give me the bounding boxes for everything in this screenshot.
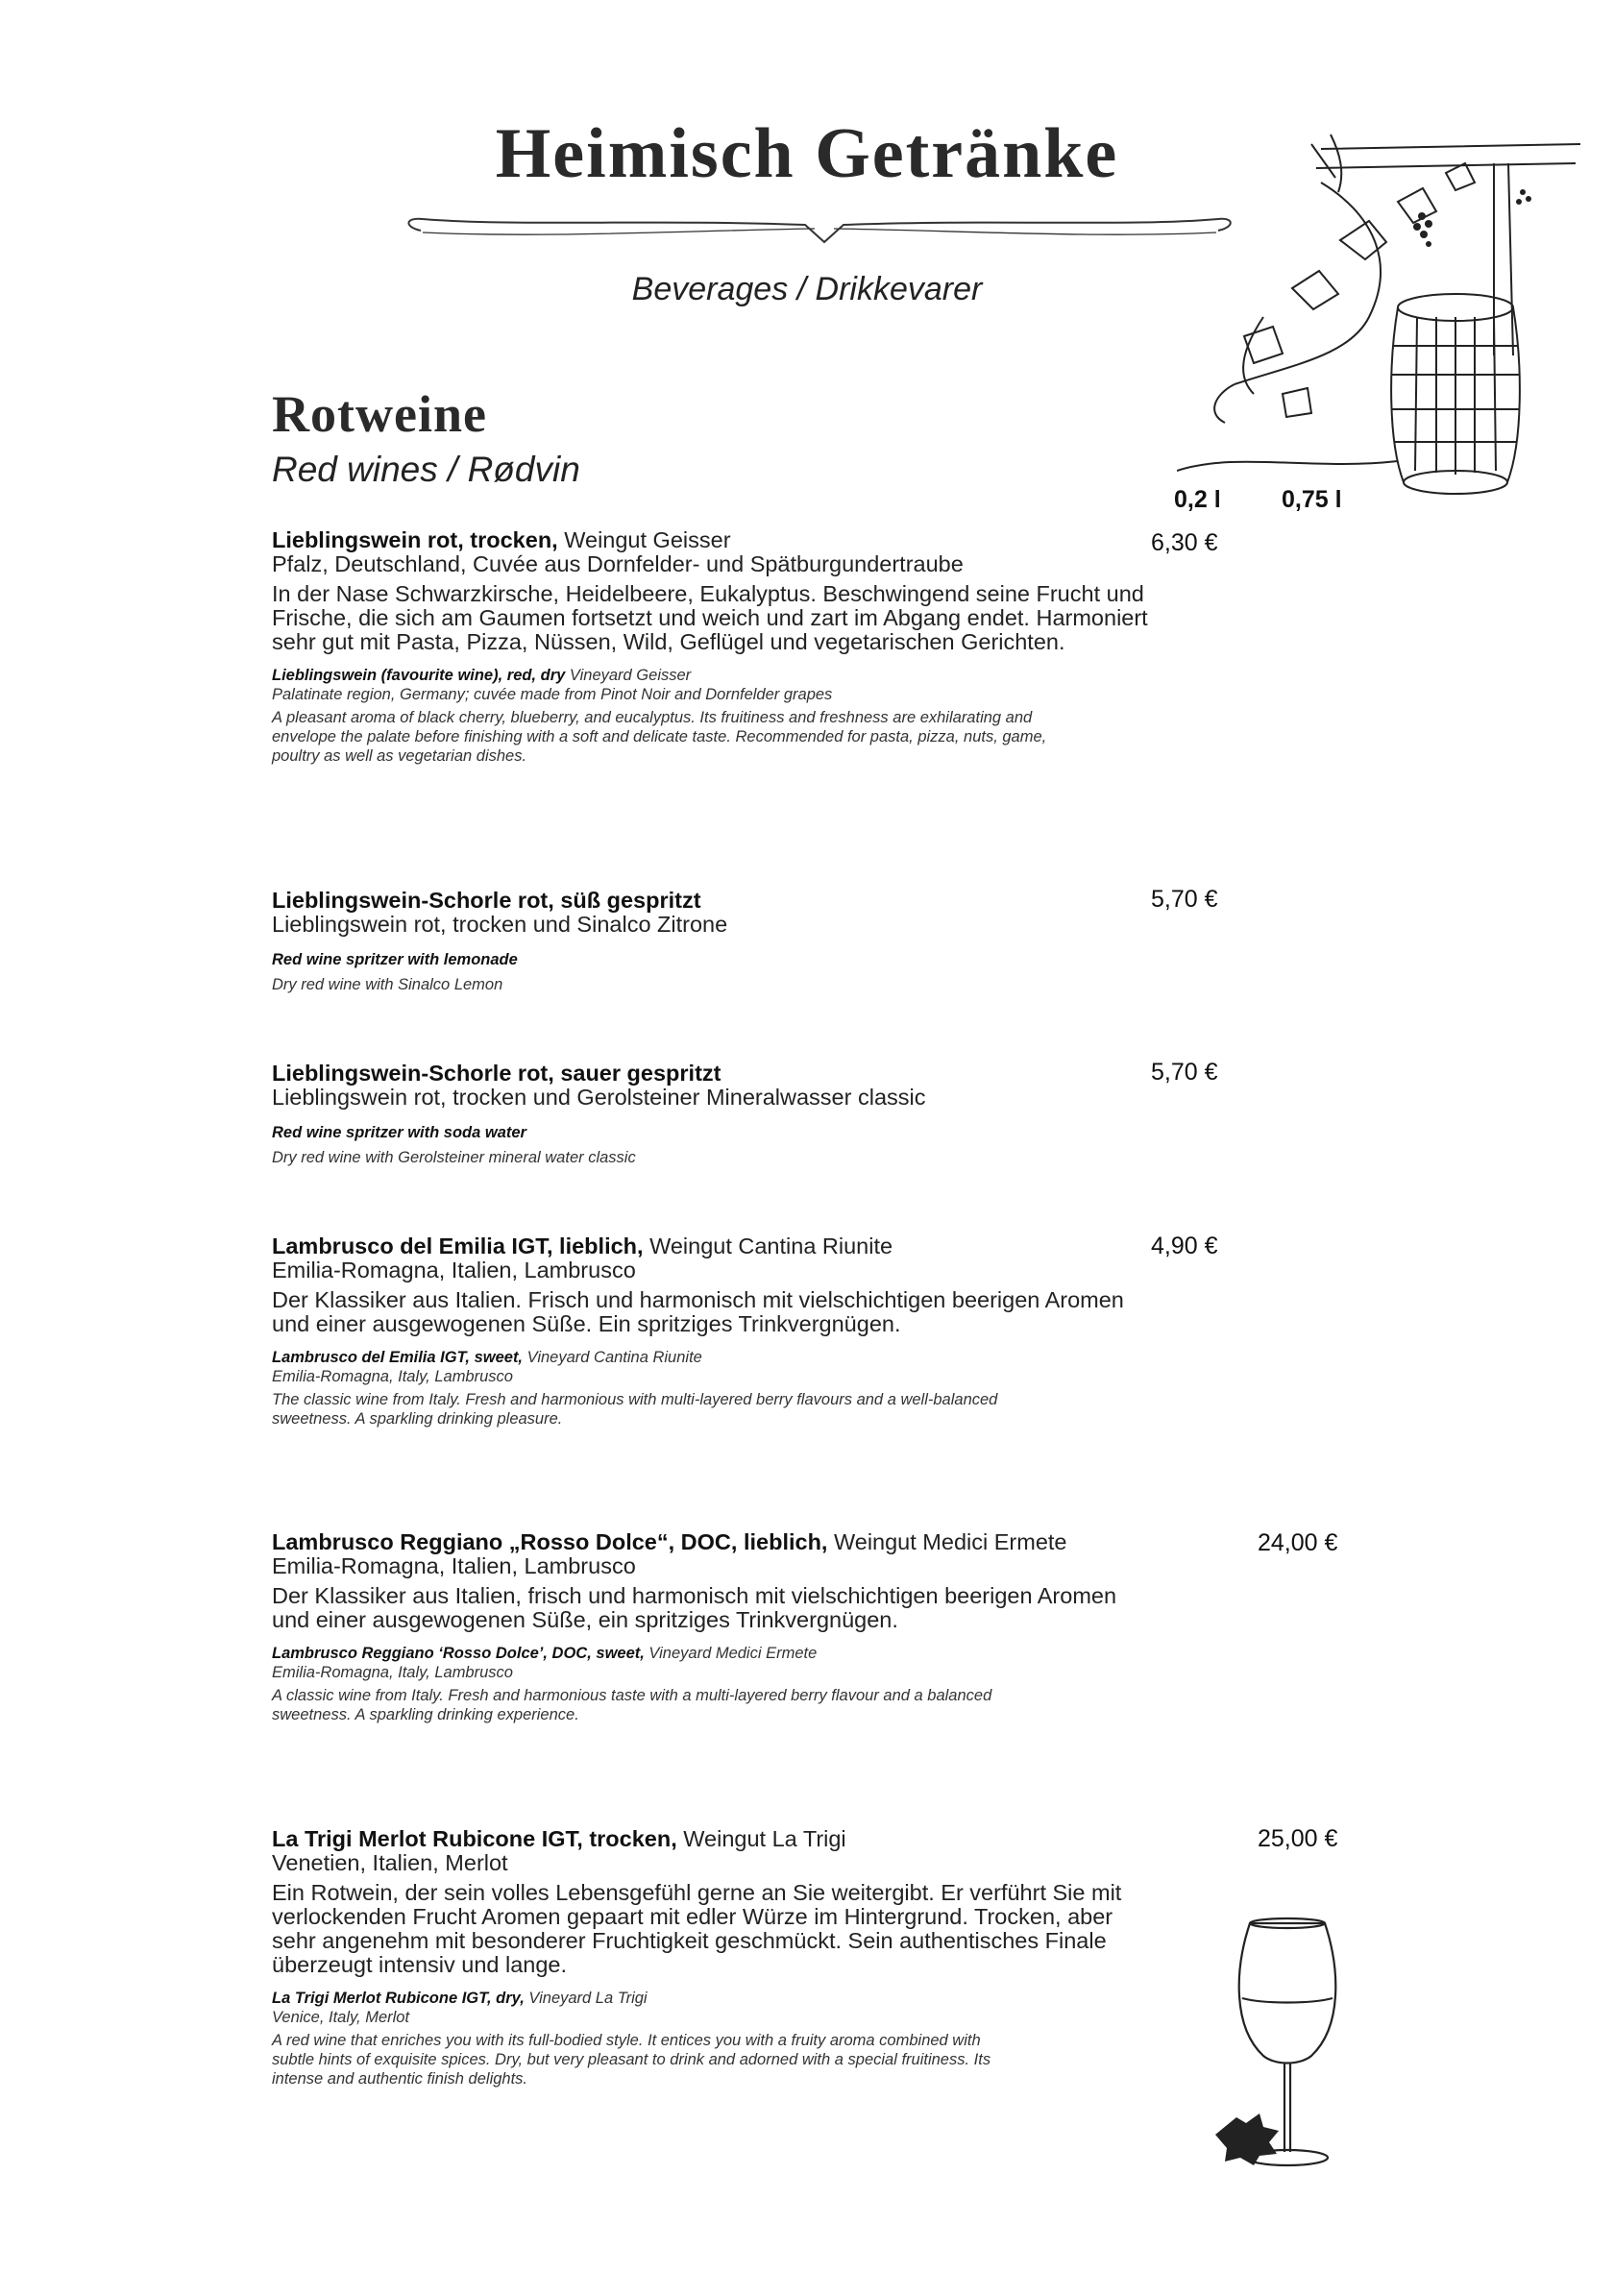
item-en-winery: Vineyard Cantina Riunite <box>523 1349 702 1366</box>
page-subtitle: Beverages / Drikkevarer <box>631 271 983 307</box>
item-origin: Pfalz, Deutschland, Cuvée aus Dornfelder- und Spätburgundertraube <box>272 551 964 576</box>
item-en-name: La Trigi Merlot Rubicone IGT, dry, <box>272 1990 525 2007</box>
item-desc-line: sehr angenehm mit besonderer Fruchtigkeit geschmückt. Sein authentisches Finale <box>272 1928 1107 1953</box>
item-price: 5,70 € <box>1151 1059 1218 1086</box>
menu-item-lieblingswein-rot <box>272 527 1148 766</box>
item-en-desc-line: sweetness. A sparkling drinking pleasure. <box>272 1410 563 1428</box>
item-desc-line: verlockenden Frucht Aromen gepaart mit edler Würze im Hintergrund. Trocken, aber <box>272 1904 1113 1929</box>
item-price: 5,70 € <box>1151 886 1218 913</box>
menu-item-la-trigi-merlot <box>272 1827 1137 2088</box>
item-en-winery: Vineyard La Trigi <box>524 1990 648 2007</box>
item-name: Lieblingswein-Schorle rot, sauer gespritzt <box>272 1061 721 1086</box>
item-desc-line: Frische, die sich am Gaumen fortsetzt und weich und zart im Abgang endet. Harmoniert <box>272 605 1148 630</box>
item-desc-line: Der Klassiker aus Italien. Frisch und harmonisch mit vielschichtigen beerigen Aromen <box>272 1287 1124 1312</box>
item-winery: Weingut Cantina Riunite <box>643 1233 893 1258</box>
item-desc-line: Ein Rotwein, der sein volles Lebensgefühl gerne an Sie weitergibt. Er verführt Sie mit <box>272 1880 1122 1905</box>
item-price: 25,00 € <box>1258 1825 1338 1852</box>
section-title: Rotweine <box>272 385 487 443</box>
item-origin: Lieblingswein rot, trocken und Sinalco Zitrone <box>272 912 728 937</box>
item-en-desc-line: envelope the palate before finishing with a soft and delicate taste. Recommended for pasta, pizza, nuts, game, <box>272 728 1047 745</box>
column-header-large: 0,75 l <box>1282 486 1342 513</box>
item-en-name: Lambrusco Reggiano ‘Rosso Dolce’, DOC, sweet, <box>272 1645 645 1662</box>
item-desc-line: In der Nase Schwarzkirsche, Heidelbeere, Eukalyptus. Beschwingend seine Frucht und <box>272 581 1144 606</box>
item-price: 24,00 € <box>1258 1529 1338 1556</box>
item-origin: Emilia-Romagna, Italien, Lambrusco <box>272 1258 636 1282</box>
item-name: Lieblingswein rot, trocken, <box>272 527 558 552</box>
item-origin: Emilia-Romagna, Italien, Lambrusco <box>272 1553 636 1578</box>
item-origin: Venetien, Italien, Merlot <box>272 1850 508 1875</box>
page-title: Heimisch Getränke <box>495 114 1119 193</box>
item-price: 4,90 € <box>1151 1233 1218 1259</box>
item-en-winery: Vineyard Geisser <box>565 667 692 684</box>
item-en-origin: Emilia-Romagna, Italy, Lambrusco <box>272 1664 513 1681</box>
item-en-winery: Vineyard Medici Ermete <box>644 1645 818 1662</box>
title-flourish <box>402 213 1237 252</box>
item-en-name: Lambrusco del Emilia IGT, sweet, <box>272 1349 524 1366</box>
section-subtitle: Red wines / Rødvin <box>272 450 580 489</box>
menu-item-lambrusco-reggiano <box>272 1530 1137 1724</box>
item-desc-line: sehr gut mit Pasta, Pizza, Nüssen, Wild, Geflügel und vegetarischen Gerichten. <box>272 629 1065 654</box>
item-en-origin: Palatinate region, Germany; cuvée made from Pinot Noir and Dornfelder grapes <box>272 686 833 703</box>
item-name: La Trigi Merlot Rubicone IGT, trocken, <box>272 1826 677 1851</box>
item-en-desc-line: sweetness. A sparkling drinking experience. <box>272 1706 579 1723</box>
item-en-desc-line: subtle hints of exquisite spices. Dry, but very pleasant to drink and adorned with a special fruitiness. Its <box>272 2051 991 2068</box>
item-name: Lambrusco del Emilia IGT, lieblich, <box>272 1233 644 1258</box>
item-en-desc-line: poultry as well as vegetarian dishes. <box>272 747 527 765</box>
item-en-origin: Emilia-Romagna, Italy, Lambrusco <box>272 1368 513 1385</box>
item-origin: Lieblingswein rot, trocken und Gerolsteiner Mineralwasser classic <box>272 1085 926 1110</box>
item-en-name: Red wine spritzer with soda water <box>272 1124 526 1141</box>
item-desc-line: Der Klassiker aus Italien, frisch und harmonisch mit vielschichtigen beerigen Aromen <box>272 1583 1117 1608</box>
wine-glass-icon <box>1206 1912 1369 2181</box>
menu-item-schorle-sauer <box>272 1062 1137 1167</box>
item-desc-line: und einer ausgewogenen Süße. Ein spritziges Trinkvergnügen. <box>272 1311 901 1336</box>
item-en-origin: Dry red wine with Sinalco Lemon <box>272 976 503 993</box>
item-en-origin: Dry red wine with Gerolsteiner mineral water classic <box>272 1149 636 1166</box>
menu-item-schorle-suess <box>272 889 1137 994</box>
item-name: Lieblingswein-Schorle rot, süß gespritzt <box>272 888 701 913</box>
column-header-small: 0,2 l <box>1174 486 1221 513</box>
item-desc-line: und einer ausgewogenen Süße, ein spritziges Trinkvergnügen. <box>272 1607 898 1632</box>
item-en-desc-line: intense and authentic finish delights. <box>272 2070 528 2088</box>
item-winery: Weingut Geisser <box>557 527 731 552</box>
item-winery: Weingut La Trigi <box>676 1826 846 1851</box>
item-en-desc-line: A classic wine from Italy. Fresh and harmonious taste with a multi-layered berry flavour and a balanced <box>272 1687 992 1704</box>
item-en-origin: Venice, Italy, Merlot <box>272 2009 410 2026</box>
item-en-desc-line: A red wine that enriches you with its full-bodied style. It entices you with a fruity aroma combined with <box>272 2032 981 2049</box>
item-winery: Weingut Medici Ermete <box>827 1529 1067 1554</box>
item-en-desc-line: The classic wine from Italy. Fresh and harmonious with multi-layered berry flavours and a well-balanced <box>272 1391 998 1408</box>
item-desc-line: überzeugt intensiv und lange. <box>272 1952 568 1977</box>
item-en-desc-line: A pleasant aroma of black cherry, blueberry, and eucalyptus. Its fruitiness and freshness are exhilarating and <box>272 709 1033 726</box>
item-name: Lambrusco Reggiano „Rosso Dolce“, DOC, lieblich, <box>272 1529 828 1554</box>
item-en-name: Lieblingswein (favourite wine), red, dry <box>272 667 566 684</box>
menu-item-lambrusco-emilia <box>272 1234 1137 1429</box>
item-en-name: Red wine spritzer with lemonade <box>272 951 518 968</box>
barrel-vine-icon <box>1177 125 1580 528</box>
item-price: 6,30 € <box>1151 529 1218 556</box>
